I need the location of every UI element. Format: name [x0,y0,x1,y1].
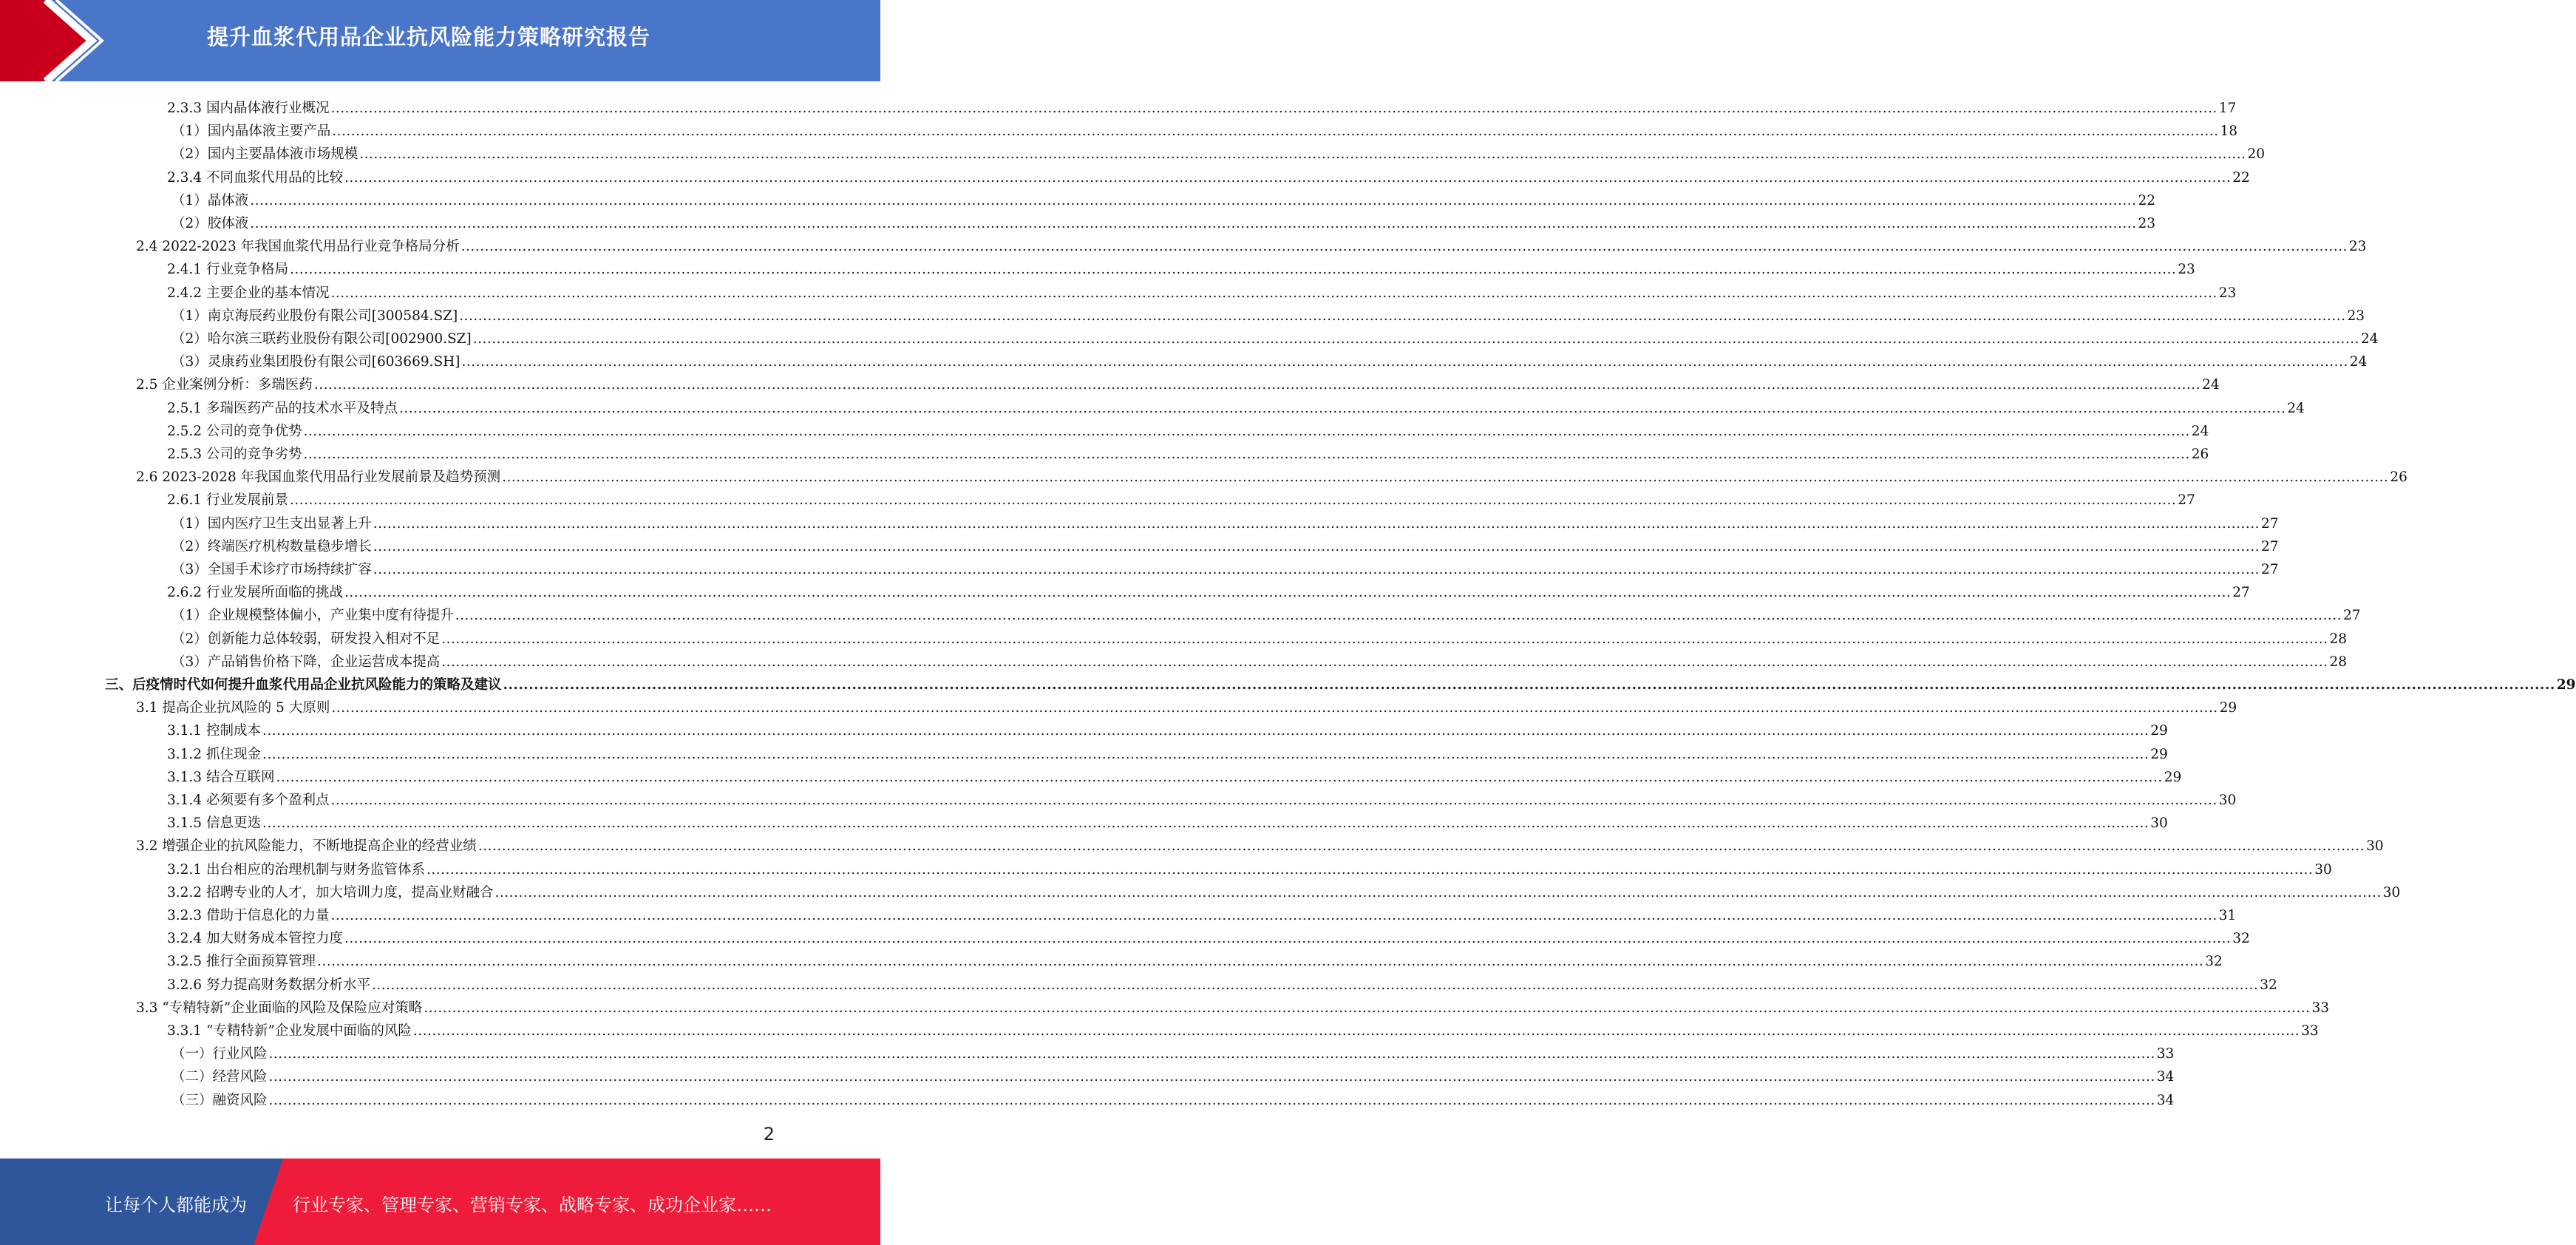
toc-entry[interactable] [171,210,2156,233]
toc-entry[interactable] [167,1017,2319,1040]
toc-entry-page: 29 [2556,677,2576,693]
toc-entry-title: 3.2.4 加大财务成本管控力度 [167,931,343,947]
toc-dot-leader: ................................................................................................................................................................................................................................................................................................................................................................................................................ [424,1000,2311,1016]
toc-entry-title: 3.2.6 努力提高财务数据分析水平 [167,977,370,993]
toc-entry-title: 2.5 企业案例分析：多瑞医药 [136,377,313,393]
toc-entry-page: 22 [2138,192,2156,208]
toc-dot-leader: ................................................................................................................................................................................................................................................................................................................................................................................................................ [332,123,2219,140]
toc-entry-title: 2.5.2 公司的竞争优势 [167,423,302,439]
toc-entry-title: （2）哈尔滨三联药业股份有限公司[002900.SZ] [171,331,472,347]
toc-entry[interactable] [105,671,2576,694]
toc-entry[interactable] [167,279,2237,302]
toc-entry[interactable] [171,187,2156,210]
toc-dot-leader: ................................................................................................................................................................................................................................................................................................................................................................................................................ [371,977,2259,993]
toc-entry-page: 18 [2220,123,2238,140]
toc-entry-page: 26 [2390,469,2407,486]
toc-entry-page: 20 [2247,146,2266,163]
toc-dot-leader: ................................................................................................................................................................................................................................................................................................................................................................................................................ [330,101,2218,116]
toc-dot-leader: ................................................................................................................................................................................................................................................................................................................................................................................................................ [330,908,2218,923]
toc-dot-leader: ................................................................................................................................................................................................................................................................................................................................................................................................................ [331,700,2218,716]
toc-entry-page: 29 [2219,700,2237,716]
toc-dot-leader: ................................................................................................................................................................................................................................................................................................................................................................................................................ [289,492,2177,509]
toc-dot-leader: ................................................................................................................................................................................................................................................................................................................................................................................................................ [461,239,2348,255]
toc-entry[interactable] [167,810,2168,832]
toc-entry[interactable] [167,95,2237,118]
toc-dot-leader: ................................................................................................................................................................................................................................................................................................................................................................................................................ [472,331,2359,347]
toc-dot-leader: ................................................................................................................................................................................................................................................................................................................................................................................................................ [276,769,2163,785]
toc-dot-leader: ................................................................................................................................................................................................................................................................................................................................................................................................................ [330,285,2218,301]
toc-entry[interactable] [136,694,2237,717]
toc-entry-page: 27 [2261,562,2279,577]
toc-entry[interactable] [171,556,2279,579]
toc-entry-title: 3.2.5 推行全面预算管理 [167,954,316,970]
toc-entry-title: （3）全国手术诊疗市场持续扩容 [171,562,372,577]
toc-dot-leader: ................................................................................................................................................................................................................................................................................................................................................................................................................ [250,216,2137,231]
footer-slogan-left: 让每个人都能成为 [105,1195,247,1215]
toc-entry[interactable] [167,741,2168,764]
toc-entry-page: 27 [2232,585,2250,601]
toc-entry[interactable] [171,348,2368,371]
toc-entry[interactable] [167,879,2401,902]
toc-entry-title: 3.2.1 出台相应的治理机制与财务监管体系 [167,861,425,878]
toc-entry-title: 3.1.5 信息更迭 [167,815,261,832]
toc-entry[interactable] [171,140,2266,163]
toc-entry[interactable] [171,625,2348,648]
toc-entry[interactable] [167,441,2209,464]
toc-entry-page: 33 [2311,1000,2330,1016]
toc-dot-leader: ................................................................................................................................................................................................................................................................................................................................................................................................................ [268,1069,2155,1085]
toc-entry[interactable] [171,533,2279,556]
toc-entry[interactable] [167,164,2250,187]
toc-entry-page: 31 [2218,908,2237,923]
toc-entry-title: （1）企业规模整体偏小，产业集中度有待提升 [171,608,454,624]
toc-entry-page: 32 [2232,931,2250,947]
toc-entry[interactable] [167,971,2277,994]
toc-dot-leader: ................................................................................................................................................................................................................................................................................................................................................................................................................ [478,838,2365,855]
toc-entry-page: 22 [2232,169,2250,186]
toc-entry-page: 30 [2382,884,2401,900]
toc-dot-leader: ................................................................................................................................................................................................................................................................................................................................................................................................................ [289,262,2177,278]
toc-entry-page: 27 [2261,538,2279,554]
toc-entry-title: （三）融资风险 [171,1092,268,1108]
toc-entry-title: 三、后疫情时代如何提升血浆代用品企业抗风险能力的策略及建议 [105,677,502,693]
toc-entry-title: （1）国内医疗卫生支出显著上升 [171,515,372,532]
toc-entry-page: 33 [2301,1023,2319,1039]
toc-dot-leader: ................................................................................................................................................................................................................................................................................................................................................................................................................ [313,377,2201,393]
toc-dot-leader: ................................................................................................................................................................................................................................................................................................................................................................................................................ [503,677,2555,693]
toc-dot-leader: ................................................................................................................................................................................................................................................................................................................................................................................................................ [262,815,2150,832]
toc-dot-leader: ................................................................................................................................................................................................................................................................................................................................................................................................................ [502,469,2389,486]
toc-dot-leader: ................................................................................................................................................................................................................................................................................................................................................................................................................ [330,793,2218,808]
toc-entry-title: 3.2 增强企业的抗风险能力，不断地提高企业的经营业绩 [136,838,477,855]
report-title: 提升血浆代用品企业抗风险能力策略研究报告 [207,24,651,50]
toc-entry-page: 29 [2164,769,2182,785]
toc-entry-page: 24 [2361,331,2379,347]
toc-entry-title: 3.1 提高企业抗风险的 5 大原则 [136,700,330,716]
toc-entry[interactable] [171,1040,2175,1063]
toc-entry-title: 2.5.1 多瑞医药产品的技术水平及特点 [167,400,398,416]
toc-entry[interactable] [136,464,2407,486]
toc-entry-page: 28 [2329,631,2348,647]
toc-entry-page: 30 [2150,815,2168,832]
toc-entry-page: 24 [2287,400,2305,416]
toc-dot-leader: ................................................................................................................................................................................................................................................................................................................................................................................................................ [344,585,2232,601]
toc-dot-leader: ................................................................................................................................................................................................................................................................................................................................................................................................................ [303,447,2190,462]
toc-entry-title: 2.4.2 主要企业的基本情况 [167,285,330,301]
toc-dot-leader: ................................................................................................................................................................................................................................................................................................................................................................................................................ [441,654,2328,670]
toc-dot-leader: ................................................................................................................................................................................................................................................................................................................................................................................................................ [303,423,2190,439]
toc-entry-page: 29 [2150,723,2168,739]
toc-entry-title: 2.6 2023-2028 年我国血浆代用品行业发展前景及趋势预测 [136,469,501,486]
toc-dot-leader: ................................................................................................................................................................................................................................................................................................................................................................................................................ [359,146,2246,163]
toc-entry[interactable] [167,579,2250,602]
toc-dot-leader: ................................................................................................................................................................................................................................................................................................................................................................................................................ [250,192,2137,208]
toc-entry[interactable] [171,1063,2175,1086]
page-footer [0,1159,880,1245]
toc-dot-leader: ................................................................................................................................................................................................................................................................................................................................................................................................................ [344,931,2232,947]
toc-entry-page: 24 [2349,354,2368,370]
toc-entry-title: 3.1.2 抓住现金 [167,746,261,762]
toc-entry-page: 30 [2218,793,2237,808]
toc-entry[interactable] [136,832,2384,855]
toc-entry-page: 27 [2178,492,2195,509]
toc-entry[interactable] [167,902,2237,925]
toc-dot-leader: ................................................................................................................................................................................................................................................................................................................................................................................................................ [262,746,2150,762]
toc-entry[interactable] [171,1087,2175,1110]
toc-entry-page: 27 [2261,515,2279,532]
toc-entry[interactable] [167,856,2332,879]
toc-entry-title: （二）经营风险 [171,1069,268,1085]
toc-dot-leader: ................................................................................................................................................................................................................................................................................................................................................................................................................ [495,884,2382,900]
page-header [0,0,880,81]
toc-entry-title: 3.1.4 必须要有多个盈利点 [167,793,330,808]
toc-entry-title: 2.4.1 行业竞争格局 [167,262,288,278]
toc-entry-title: （2）国内主要晶体液市场规模 [171,146,358,163]
toc-entry-page: 30 [2314,861,2332,878]
toc-entry-page: 24 [2191,423,2209,439]
toc-entry-page: 32 [2260,977,2277,993]
toc-entry-title: （2）创新能力总体较弱，研发投入相对不足 [171,631,441,647]
toc-entry-page: 23 [2348,239,2367,255]
toc-entry-title: 3.3 “专精特新”企业面临的风险及保险应对策略 [136,1000,423,1016]
toc-entry-title: 2.5.3 公司的竞争劣势 [167,447,302,462]
toc-dot-leader: ................................................................................................................................................................................................................................................................................................................................................................................................................ [398,400,2286,416]
toc-entry-page: 33 [2156,1046,2175,1062]
toc-entry[interactable] [171,302,2365,325]
toc-dot-leader: ................................................................................................................................................................................................................................................................................................................................................................................................................ [461,354,2348,370]
toc-entry-page: 24 [2202,377,2220,393]
toc-entry-page: 23 [2138,216,2156,231]
toc-dot-leader: ................................................................................................................................................................................................................................................................................................................................................................................................................ [373,538,2260,554]
page-number: 2 [763,1124,775,1144]
toc-entry[interactable] [171,648,2348,671]
toc-entry[interactable] [167,787,2237,810]
toc-dot-leader: ................................................................................................................................................................................................................................................................................................................................................................................................................ [426,861,2314,878]
toc-entry-page: 26 [2191,447,2209,462]
toc-entry-page: 34 [2156,1092,2175,1108]
toc-entry[interactable] [167,925,2250,948]
toc-entry[interactable] [171,510,2279,533]
toc-entry[interactable] [167,717,2168,740]
toc-entry-title: （1）南京海辰药业股份有限公司[300584.SZ] [171,308,458,324]
toc-entry-title: 2.4 2022-2023 年我国血浆代用品行业竞争格局分析 [136,239,460,255]
toc-entry[interactable] [167,948,2223,971]
toc-entry-title: （一）行业风险 [171,1046,268,1062]
toc-entry-title: 2.3.4 不同血浆代用品的比较 [167,169,343,186]
toc-dot-leader: ................................................................................................................................................................................................................................................................................................................................................................................................................ [441,631,2328,647]
toc-entry-title: 3.2.2 招聘专业的人才，加大培训力度，提高业财融合 [167,884,494,900]
toc-entry-page: 29 [2150,746,2168,762]
toc-entry-page: 27 [2343,608,2361,624]
toc-entry-page: 28 [2329,654,2348,670]
toc-entry-page: 23 [2218,285,2237,301]
toc-entry[interactable] [167,486,2195,509]
toc-entry[interactable] [136,371,2220,394]
toc-entry[interactable] [167,418,2209,441]
toc-entry-page: 23 [2347,308,2365,324]
toc-entry[interactable] [167,256,2195,279]
toc-entry[interactable] [167,764,2182,787]
toc-entry-title: （3）灵康药业集团股份有限公司[603669.SH] [171,354,461,370]
toc-entry-title: 2.6.2 行业发展所面临的挑战 [167,585,343,601]
toc-entry-title: 3.1.1 控制成本 [167,723,261,739]
toc-entry[interactable] [171,602,2361,625]
toc-dot-leader: ................................................................................................................................................................................................................................................................................................................................................................................................................ [262,723,2150,739]
toc-dot-leader: ................................................................................................................................................................................................................................................................................................................................................................................................................ [316,954,2204,970]
footer-slogan-right: 行业专家、管理专家、营销专家、战略专家、成功企业家…… [293,1195,772,1215]
toc-entry[interactable] [171,118,2238,140]
toc-dot-leader: ................................................................................................................................................................................................................................................................................................................................................................................................................ [344,169,2232,186]
toc-dot-leader: ................................................................................................................................................................................................................................................................................................................................................................................................................ [373,515,2260,532]
toc-entry-title: （1）晶体液 [171,192,249,208]
toc-entry-page: 34 [2156,1069,2175,1085]
toc-dot-leader: ................................................................................................................................................................................................................................................................................................................................................................................................................ [412,1023,2300,1039]
toc-entry-title: 3.3.1 “专精特新”企业发展中面临的风险 [167,1023,412,1039]
toc-entry[interactable] [136,233,2367,256]
toc-dot-leader: ................................................................................................................................................................................................................................................................................................................................................................................................................ [268,1046,2155,1062]
toc-dot-leader: ................................................................................................................................................................................................................................................................................................................................................................................................................ [268,1092,2155,1108]
toc-entry-title: 3.1.3 结合互联网 [167,769,275,785]
toc-entry-page: 17 [2218,101,2237,116]
toc-dot-leader: ................................................................................................................................................................................................................................................................................................................................................................................................................ [455,608,2342,624]
toc-entry-title: （1）国内晶体液主要产品 [171,123,331,140]
toc-entry-page: 32 [2205,954,2223,970]
toc-entry-title: （2）胶体液 [171,216,249,231]
toc-entry[interactable] [136,994,2330,1017]
toc-entry-title: 2.6.1 行业发展前景 [167,492,288,509]
toc-dot-leader: ................................................................................................................................................................................................................................................................................................................................................................................................................ [373,562,2260,577]
toc-entry-title: 3.2.3 借助于信息化的力量 [167,908,330,923]
toc-entry-page: 23 [2178,262,2195,278]
toc-entry[interactable] [171,325,2379,348]
toc-entry[interactable] [167,395,2305,418]
toc-entry-title: 2.3.3 国内晶体液行业概况 [167,101,330,116]
toc-entry-title: （3）产品销售价格下降，企业运营成本提高 [171,654,441,670]
toc-entry-title: （2）终端医疗机构数量稳步增长 [171,538,372,554]
toc-entry-page: 30 [2366,838,2384,855]
toc-dot-leader: ................................................................................................................................................................................................................................................................................................................................................................................................................ [459,308,2346,324]
